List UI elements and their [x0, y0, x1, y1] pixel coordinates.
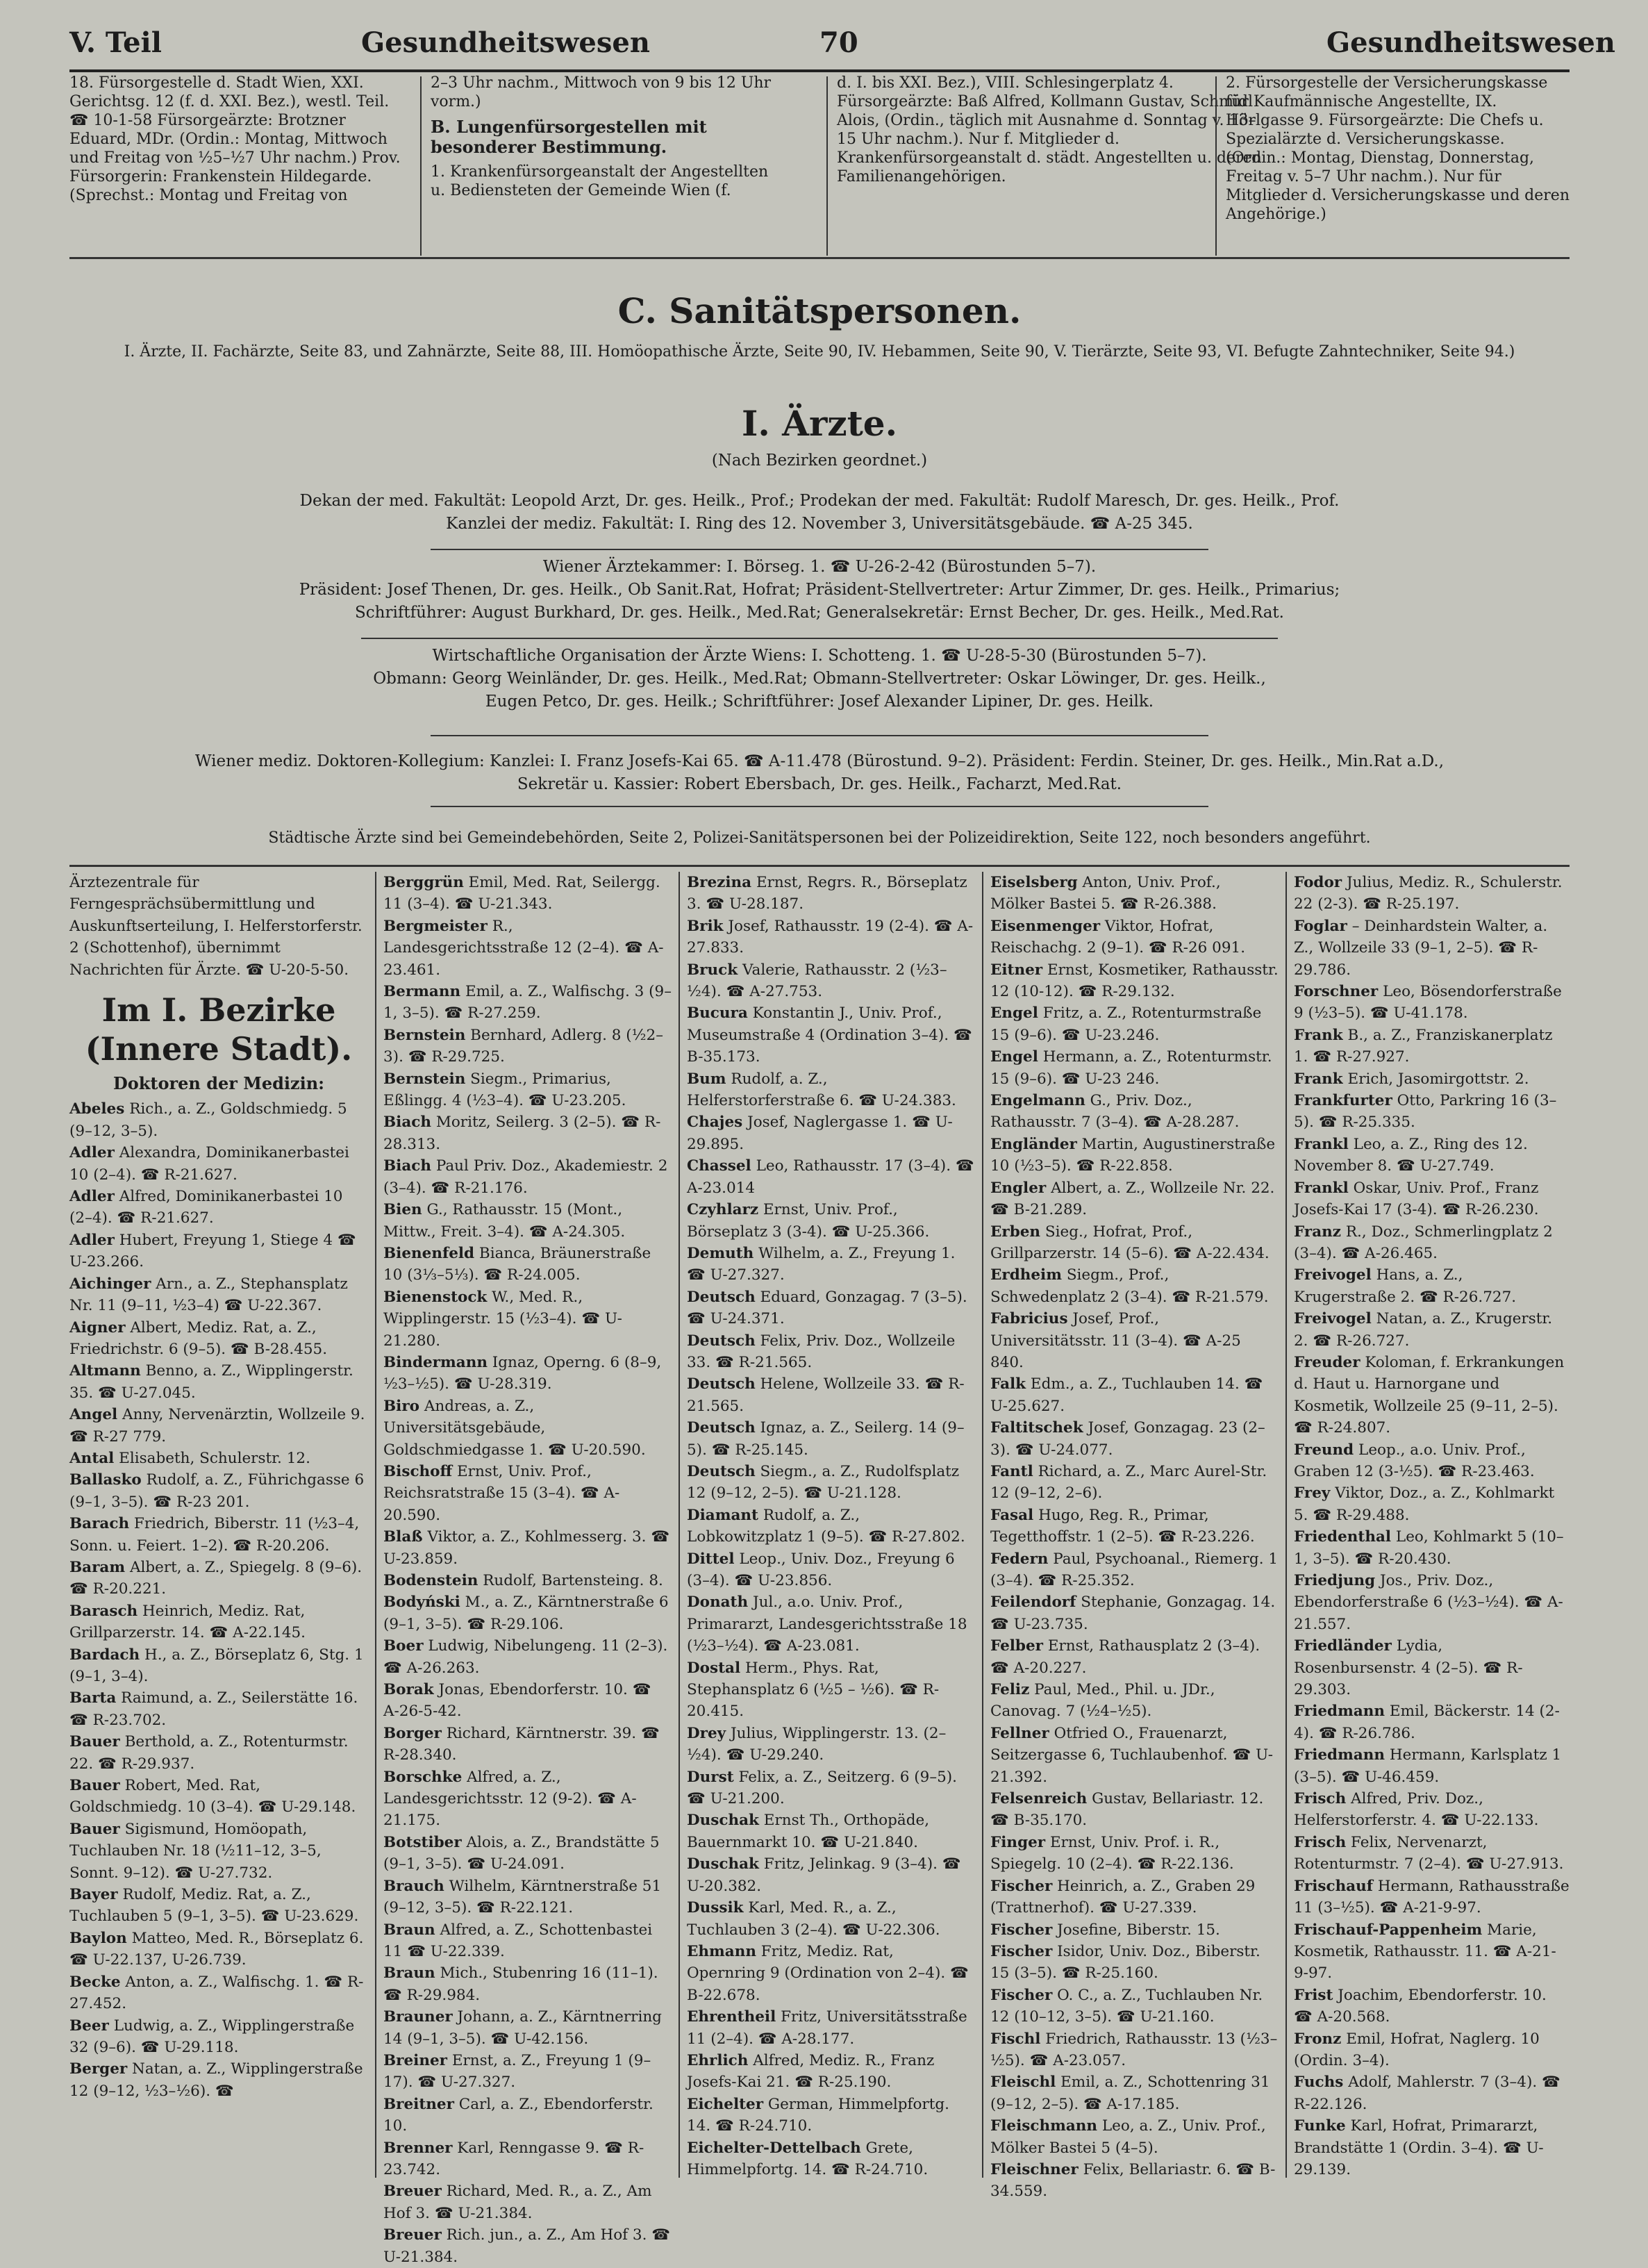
physician-entry: Federn Paul, Psychoanal., Riemerg. 1 (3–4). ☎ R-25.352. [990, 1550, 1279, 1589]
physician-entry: Dussik Karl, Med. R., a. Z., Tuchlauben 3 (2–4). ☎ U-22.306. [687, 1899, 940, 1939]
physician-entry: Friedmann Hermann, Karlsplatz 1 (3–5). ☎ U-46.459. [1294, 1746, 1562, 1786]
physician-entry: Bodyński M., a. Z., Kärntnerstraße 6 (9–1, 3–5). ☎ R-29.106. [383, 1594, 669, 1633]
physician-entry: Freuder Koloman, f. Erkrankungen d. Haut u. Harnorgane und Kosmetik, Wollzeile 25 (9–11, 2–5). ☎ R-24.807. [1294, 1353, 1565, 1437]
divider [1215, 76, 1217, 256]
physician-entry: Eisenmenger Viktor, Hofrat, Reischachg. 2 (9–1). ☎ R-26 091. [990, 917, 1246, 957]
physician-entry: Fischer Heinrich, a. Z., Graben 29 (Trattnerhof). ☎ U-27.339. [990, 1877, 1256, 1917]
physician-entry: Fellner Otfried O., Frauenarzt, Seitzergasse 6, Tuchlaubenhof. ☎ U-21.392. [990, 1724, 1274, 1786]
physician-entry: Duschak Ernst Th., Orthopäde, Bauernmarkt 10. ☎ U-21.840. [687, 1812, 930, 1851]
top-col-1-text: 18. Fürsorgestelle d. Stadt Wien, XXI. Gerichtsg. 12 (f. d. XXI. Bez.), westl. Teil. ☎ 10-1-58 Fürsorgeärzte: Brotzner Eduard, MDr. (Ordin.: Montag, Mittwoch und Freitag von ½5–½7 Uhr nachm.) Prov. Fürsorgerin: Frankenstein Hildegarde. (Sprechst.: Montag und Freitag von [69, 74, 401, 204]
physician-entry: Franz R., Doz., Schmerlingplatz 2 (3–4). ☎ A-26.465. [1294, 1223, 1553, 1262]
org-secretary: Eugen Petco, Dr. ges. Heilk.; Schriftführer: Josef Alexander Lipiner, Dr. ges. Heilk. [485, 693, 1154, 711]
directory-col-1 [69, 872, 368, 2178]
physician-entry: Borak Jonas, Ebendorferstr. 10. ☎ A-26-5-42. [383, 1681, 651, 1721]
top-col-2-heading: B. Lungenfürsorgestellen mit besonderer Bestimmung. [431, 117, 707, 157]
physician-entry: Braun Mich., Stubenring 16 (11–1). ☎ R-29.984. [383, 1964, 658, 2004]
physician-entry: Barta Raimund, a. Z., Seilerstätte 16. ☎ R-23.702. [69, 1689, 358, 1729]
page-header [69, 21, 1615, 69]
physician-entry: Felsenreich Gustav, Bellariastr. 12. ☎ B-35.170. [990, 1790, 1264, 1830]
physician-entry: Brenner Karl, Renngasse 9. ☎ R-23.742. [383, 2139, 644, 2178]
physician-entry: Forschner Leo, Bösendorferstraße 9 (½3–5). ☎ U-41.178. [1294, 983, 1562, 1023]
physician-entry: Finger Ernst, Univ. Prof. i. R., Spiegelg. 10 (2–4). ☎ R-22.136. [990, 1833, 1234, 1873]
physician-entry: Breitner Carl, a. Z., Ebendorferstr. 10. [383, 2095, 654, 2135]
physician-entry: Fleischl Emil, a. Z., Schottenring 31 (9–12, 2–5). ☎ A-17.185. [990, 2074, 1270, 2113]
physician-entry: Barach Friedrich, Biberstr. 11 (½3–4, Sonn. u. Feiert. 1–2). ☎ R-20.206. [69, 1515, 360, 1555]
divider [375, 872, 376, 2178]
divider [431, 735, 1208, 736]
physician-entry: Dostal Herm., Phys. Rat, Stephansplatz 6 (½5 – ½6). ☎ R-20.415. [687, 1659, 940, 1721]
physician-entry: Fleischmann Leo, a. Z., Univ. Prof., Mölker Bastei 5 (4–5). [990, 2117, 1266, 2157]
faculty-office-line: Kanzlei der mediz. Fakultät: I. Ring des 12. November 3, Universitätsgebäude. ☎ A-25 345. [446, 515, 1193, 533]
divider [431, 549, 1208, 550]
physician-entry: Feilendorf Stephanie, Gonzagag. 14. ☎ U-23.735. [990, 1594, 1276, 1633]
header-title-left: Gesundheitswesen [361, 26, 650, 59]
top-continuation [69, 74, 1570, 261]
physician-entry: Fantl Richard, a. Z., Marc Aurel-Str. 12 (9–12, 2–6). [990, 1462, 1267, 1503]
physician-entry: Eitner Ernst, Kosmetiker, Rathausstr. 12 (10-12). ☎ R-29.132. [990, 961, 1279, 1001]
section-rule [69, 257, 1570, 259]
physician-entry: Fischer Josefine, Biberstr. 15. [990, 1921, 1220, 1939]
physician-entry: Brauch Wilhelm, Kärntnerstraße 51 (9–12, 3–5). ☎ R-22.121. [383, 1877, 662, 1917]
directory-col-4 [990, 872, 1279, 2201]
physician-entry: Braun Alfred, a. Z., Schottenbastei 11 ☎ U-22.339. [383, 1921, 653, 1960]
physician-entry: Abeles Rich., a. Z., Goldschmiedg. 5 (9–12, 3–5). [69, 1100, 347, 1140]
physician-entry: Engel Fritz, a. Z., Rotenturmstraße 15 (9–6). ☎ U-23.246. [990, 1004, 1262, 1044]
physician-entry: Breuer Rich. jun., a. Z., Am Hof 3. ☎ U-21.384. [383, 2226, 671, 2266]
physician-entry: Engler Albert, a. Z., Wollzeile Nr. 22. ☎ B-21.289. [990, 1179, 1275, 1219]
divider [679, 872, 680, 2178]
subsection-title: I. Ärzte. [741, 403, 898, 444]
physician-entry: Funke Karl, Hofrat, Primararzt, Brandstätte 1 (Ordin. 3–4). ☎ U-29.139. [1294, 2117, 1544, 2178]
top-col-3 [837, 74, 1274, 256]
physician-entry: Bauer Robert, Med. Rat, Goldschmiedg. 10 (3–4). ☎ U-29.148. [69, 1777, 356, 1816]
physician-entry: Breuer Richard, Med. R., a. Z., Am Hof 3. ☎ U-21.384. [383, 2183, 652, 2222]
top-col-4-text: 2. Fürsorgestelle der Versicherungskasse für Kaufmännische Angestellte, IX. Hörlgasse 9. Fürsorgeärzte: Die Chefs u. Spezialärzte d. Versicherungskasse. (Ordin.: Montag, Dienstag, Donnerstag, Freitag v. 5–7 Uhr nachm.). Nur für Mitglieder d. Versicherungskasse und deren Angehörige.) [1226, 74, 1570, 223]
physician-entry: Frank Erich, Jasomirgottstr. 2. [1294, 1070, 1529, 1088]
physician-entry: Freivogel Hans, a. Z., Krugerstraße 2. ☎ R-26.727. [1294, 1266, 1517, 1306]
top-col-2 [431, 74, 785, 256]
entry-list [383, 872, 672, 2268]
divider [982, 872, 983, 2178]
physician-entry: Baylon Matteo, Med. R., Börseplatz 6. ☎ U-22.137, U-26.739. [69, 1929, 364, 1969]
physician-entry: Breiner Ernst, a. Z., Freyung 1 (9–17). ☎ U-27.327. [383, 2051, 651, 2092]
physician-entry: Frankl Oskar, Univ. Prof., Franz Josefs-Kai 17 (3-4). ☎ R-26.230. [1294, 1179, 1539, 1219]
physician-entry: Frist Joachim, Ebendorferstr. 10. ☎ A-20.568. [1294, 1986, 1547, 2026]
physician-entry: Eichelter German, Himmelpfortg. 14. ☎ R-24.710. [687, 2095, 949, 2135]
physician-entry: Freund Leop., a.o. Univ. Prof., Graben 12 (3-½5). ☎ R-23.463. [1294, 1441, 1535, 1480]
top-col-4 [1226, 74, 1570, 256]
physician-entry: Frischauf-Pappenheim Marie, Kosmetik, Rathausstr. 11. ☎ A-21-9-97. [1294, 1921, 1556, 1983]
physician-entry: Deutsch Siegm., a. Z., Rudolfsplatz 12 (9–12, 2–5). ☎ U-21.128. [687, 1462, 960, 1503]
physician-entry: Frisch Felix, Nervenarzt, Rotenturmstr. 7 (2–4). ☎ U-27.913. [1294, 1833, 1564, 1873]
divider [361, 638, 1278, 639]
physician-entry: Friedjung Jos., Priv. Doz., Ebendorferstraße 6 (½3–½4). ☎ A-21.557. [1294, 1572, 1563, 1633]
physician-entry: Biach Moritz, Seilerg. 3 (2–5). ☎ R-28.313. [383, 1114, 661, 1153]
physician-entry: Erdheim Siegm., Prof., Schwedenplatz 2 (3–4). ☎ R-21.579. [990, 1266, 1269, 1306]
physician-entry: Frank B., a. Z., Franziskanerplatz 1. ☎ R-27.927. [1294, 1026, 1553, 1066]
physician-entry: Bergmeister R., Landesgerichtsstraße 12 (2–4). ☎ A-23.461. [383, 917, 664, 979]
physician-entry: Altmann Benno, a. Z., Wipplingerstr. 35. ☎ U-27.045. [69, 1362, 353, 1402]
physician-entry: Faltitschek Josef, Gonzagag. 23 (2–3). ☎ U-24.077. [990, 1419, 1265, 1459]
org-chairman: Obmann: Georg Weinländer, Dr. ges. Heilk., Med.Rat; Obmann-Stellvertreter: Oskar Löwinger, Dr. ges. Heilk., [373, 670, 1266, 688]
physician-entry: Deutsch Ignaz, a. Z., Seilerg. 14 (9–5). ☎ R-25.145. [687, 1419, 965, 1459]
physician-entry: Fischer O. C., a. Z., Tuchlauben Nr. 12 (10–12, 3–5). ☎ U-21.160. [990, 1986, 1263, 2026]
note-line: Städtische Ärzte sind bei Gemeindebehörden, Seite 2, Polizei-Sanitätspersonen bei der Polizeidirektion, Seite 122, noch besonders angeführt. [268, 829, 1371, 847]
physician-entry: Bermann Emil, a. Z., Walfischg. 3 (9–1, 3–5). ☎ R-27.259. [383, 983, 672, 1023]
physician-entry: Deutsch Eduard, Gonzagag. 7 (3–5). ☎ U-24.371. [687, 1288, 967, 1328]
medical-chamber-block [69, 556, 1570, 624]
physician-entry: Demuth Wilhelm, a. Z., Freyung 1. ☎ U-27.327. [687, 1244, 956, 1284]
faculty-dean-line: Dekan der med. Fakultät: Leopold Arzt, Dr. ges. Heilk., Prof.; Prodekan der med. Fakultät: Rudolf Maresch, Dr. ges. Heilk., Prof. [299, 492, 1340, 510]
physician-entry: Deutsch Felix, Priv. Doz., Wollzeile 33. ☎ R-21.565. [687, 1332, 956, 1371]
physician-entry: Bucura Konstantin J., Univ. Prof., Museumstraße 4 (Ordination 3–4). ☎ B-35.173. [687, 1004, 972, 1066]
faculty-block [69, 490, 1570, 536]
physician-entry: Aigner Albert, Mediz. Rat, a. Z., Friedrichstr. 6 (9–5). ☎ B-28.455. [69, 1318, 328, 1358]
physician-entry: Ehrentheil Fritz, Universitätsstraße 11 (2–4). ☎ A-28.177. [687, 2008, 967, 2048]
physician-entry: Beer Ludwig, a. Z., Wipplingerstraße 32 (9–6). ☎ U-29.118. [69, 2017, 355, 2056]
physician-entry: Bardach H., a. Z., Börseplatz 6, Stg. 1 (9–1, 3–4). [69, 1646, 364, 1685]
physician-entry: Boer Ludwig, Nibelungeng. 11 (2–3). ☎ A-26.263. [383, 1637, 668, 1677]
physician-entry: Borschke Alfred, a. Z., Landesgerichtsstr. 12 (9-2). ☎ A-21.175. [383, 1768, 637, 1830]
chamber-secretary: Schriftführer: August Burkhard, Dr. ges. Heilk., Med.Rat; Generalsekretär: Ernst Becher, Dr. ges. Heilk., Med.Rat. [355, 604, 1284, 622]
physician-entry: Erben Sieg., Hofrat, Prof., Grillparzerstr. 14 (5–6). ☎ A-22.434. [990, 1223, 1270, 1262]
college-secretary: Sekretär u. Kassier: Robert Ebersbach, Dr. ges. Heilk., Facharzt, Med.Rat. [517, 775, 1122, 793]
physician-entry: Biro Andreas, a. Z., Universitätsgebäude, Goldschmiedgasse 1. ☎ U-20.590. [383, 1397, 646, 1459]
physician-entry: Falk Edm., a. Z., Tuchlauben 14. ☎ U-25.627. [990, 1375, 1263, 1415]
economic-org-block [69, 645, 1570, 713]
page-number: 70 [819, 26, 858, 59]
physician-entry: Ballasko Rudolf, a. Z., Führichgasse 6 (9–1, 3–5). ☎ R-23 201. [69, 1471, 365, 1511]
subsection-subtitle: (Nach Bezirken geordnet.) [711, 452, 928, 470]
physician-directory [69, 872, 1570, 2266]
divider [826, 76, 828, 256]
chamber-address: Wiener Ärztekammer: I. Börseg. 1. ☎ U-26-2-42 (Bürostunden 5–7). [542, 558, 1097, 576]
physician-entry: Engelmann G., Priv. Doz., Rathausstr. 7 (3–4). ☎ A-28.287. [990, 1092, 1240, 1132]
physician-entry: Fischl Friedrich, Rathausstr. 13 (½3–½5). ☎ A-23.057. [990, 2030, 1278, 2069]
physician-entry: Brik Josef, Rathausstr. 19 (2-4). ☎ A-27.833. [687, 917, 974, 957]
header-title-right: Gesundheitswesen [1326, 26, 1615, 59]
physician-entry: Bien G., Rathausstr. 15 (Mont., Mittw., Freit. 3–4). ☎ A-24.305. [383, 1201, 626, 1241]
physician-entry: Adler Hubert, Freyung 1, Stiege 4 ☎ U-23.266. [69, 1231, 356, 1271]
physician-entry: Czyhlarz Ernst, Univ. Prof., Börseplatz 3 (3-4). ☎ U-25.366. [687, 1201, 930, 1241]
physician-entry: Friedmann Emil, Bäckerstr. 14 (2-4). ☎ R-26.786. [1294, 1703, 1560, 1742]
physician-entry: Aichinger Arn., a. Z., Stephansplatz Nr. 11 (9–11, ½3–4) ☎ U-22.367. [69, 1275, 348, 1315]
physician-entry: Engel Hermann, a. Z., Rotenturmstr. 15 (9–6). ☎ U-23 246. [990, 1048, 1272, 1088]
directory-col-3 [687, 872, 975, 2178]
top-col-3-text: d. I. bis XXI. Bez.), VIII. Schlesingerplatz 4. Fürsorgeärzte: Baß Alfred, Kollmann Gustav, Schmidl Alois, (Ordin., täglich mit Ausnahme d. Sonntag v. 13–15 Uhr nachm.). Nur f. Mitglieder d. Krankenfürsorgeanstalt d. städt. Angestellten u. deren Familienangehörigen. [837, 74, 1262, 185]
part-label: V. Teil [69, 26, 162, 59]
switchboard-entry: Ärztezentrale für Ferngesprächsübermittlung und Auskunftserteilung, I. Helferstorferstr. 2 (Schottenhof), übernimmt Nachrichten für Ärzte. ☎ U-20-5-50. [69, 874, 363, 979]
physician-entry: Donath Jul., a.o. Univ. Prof., Primararzt, Landesgerichtsstraße 18 (½3–½4). ☎ A-23.081. [687, 1594, 967, 1655]
physician-entry: Chajes Josef, Naglergasse 1. ☎ U-29.895. [687, 1114, 953, 1153]
physician-entry: Bischoff Ernst, Univ. Prof., Reichsratstraße 15 (3–4). ☎ A-20.590. [383, 1462, 620, 1524]
physician-entry: Diamant Rudolf, a. Z., Lobkowitzplatz 1 (9–5). ☎ R-27.802. [687, 1506, 965, 1546]
physician-entry: Borger Richard, Kärntnerstr. 39. ☎ R-28.340. [383, 1724, 660, 1764]
physician-entry: Bum Rudolf, a. Z., Helferstorferstraße 6. ☎ U-24.383. [687, 1070, 956, 1110]
entry-list [69, 1098, 368, 2102]
physician-entry: Brezina Ernst, Regrs. R., Börseplatz 3. ☎ U-28.187. [687, 874, 967, 913]
physician-entry: Bienenstock W., Med. R., Wipplingerstr. 15 (½3–4). ☎ U-21.280. [383, 1288, 622, 1350]
physician-entry: Friedenthal Leo, Kohlmarkt 5 (10–1, 3–5). ☎ R-20.430. [1294, 1528, 1564, 1568]
physician-entry: Fabricius Josef, Prof., Universitätsstr. 11 (3–4). ☎ A-25 840. [990, 1310, 1241, 1371]
physician-entry: Botstiber Alois, a. Z., Brandstätte 5 (9–1, 3–5). ☎ U-24.091. [383, 1833, 660, 1873]
physician-entry: Eichelter-Dettelbach Grete, Himmelpfortg. 14. ☎ R-24.710. [687, 2139, 929, 2178]
physician-entry: Berger Natan, a. Z., Wipplingerstraße 12 (9–12, ½3–½6). ☎ [69, 2060, 363, 2100]
entry-list [1294, 872, 1570, 2180]
physician-entry: Chassel Leo, Rathausstr. 17 (3–4). ☎ A-23.014 [687, 1157, 974, 1197]
physician-entry: Frey Viktor, Doz., a. Z., Kohlmarkt 5. ☎ R-29.488. [1294, 1484, 1555, 1524]
physician-entry: Bodenstein Rudolf, Bartensteing. 8. [383, 1572, 663, 1589]
physician-entry: Ehrlich Alfred, Mediz. R., Franz Josefs-Kai 21. ☎ R-25.190. [687, 2051, 935, 2092]
section-subtitle: I. Ärzte, II. Fachärzte, Seite 83, und Zahnärzte, Seite 88, III. Homöopathische Ärzte, Seite 90, IV. Hebammen, Seite 90, V. Tierärzte, Seite 93, VI. Befugte Zahntechniker, Seite 94.) [124, 343, 1515, 361]
physician-entry: Deutsch Helene, Wollzeile 33. ☎ R-21.565. [687, 1375, 965, 1415]
divider [69, 865, 1570, 867]
entry-list [990, 872, 1279, 2203]
doctors-college-block [69, 750, 1570, 796]
physician-entry: Eiselsberg Anton, Univ. Prof., Mölker Bastei 5. ☎ R-26.388. [990, 874, 1221, 913]
physician-entry: Bindermann Ignaz, Operng. 6 (8–9, ½3–½5). ☎ U-28.319. [383, 1353, 662, 1393]
physician-entry: Engländer Martin, Augustinerstraße 10 (½3–5). ☎ R-22.858. [990, 1135, 1276, 1175]
doctors-heading: Doktoren der Medizin: [113, 1073, 325, 1094]
physician-entry: Foglar – Deinhardstein Walter, a. Z., Wollzeile 33 (9–1, 2–5). ☎ R-29.786. [1294, 917, 1548, 979]
entry-list [687, 872, 975, 2180]
physician-entry: Berggrün Emil, Med. Rat, Seilergg. 11 (3–4). ☎ U-21.343. [383, 874, 660, 913]
divider [431, 806, 1208, 807]
org-address: Wirtschaftliche Organisation der Ärzte Wiens: I. Schotteng. 1. ☎ U-28-5-30 (Bürostunden 5–7). [432, 647, 1207, 665]
physician-entry: Bernstein Bernhard, Adlerg. 8 (½2–3). ☎ R-29.725. [383, 1026, 663, 1066]
physician-entry: Frankl Leo, a. Z., Ring des 12. November 8. ☎ U-27.749. [1294, 1135, 1528, 1175]
physician-entry: Durst Felix, a. Z., Seitzerg. 6 (9–5). ☎ U-21.200. [687, 1768, 957, 1808]
physician-entry: Adler Alfred, Dominikanerbastei 10 (2–4). ☎ R-21.627. [69, 1188, 343, 1227]
physician-entry: Felber Ernst, Rathausplatz 2 (3–4). ☎ A-20.227. [990, 1637, 1260, 1677]
top-col-2-text-b: 1. Krankenfürsorgeanstalt der Angestellten u. Bediensteten der Gemeinde Wien (f. [431, 163, 769, 199]
physician-entry: Drey Julius, Wipplingerstr. 13. (2–½4). ☎ U-29.240. [687, 1724, 947, 1764]
physician-entry: Barasch Heinrich, Mediz. Rat, Grillparzerstr. 14. ☎ A-22.145. [69, 1602, 306, 1642]
physician-entry: Bauer Sigismund, Homöopath, Tuchlauben Nr. 18 (½11–12, 3–5, Sonnt. 9–12). ☎ U-27.732. [69, 1820, 322, 1882]
physician-entry: Antal Elisabeth, Schulerstr. 12. [69, 1449, 310, 1467]
physician-entry: Baram Albert, a. Z., Spiegelg. 8 (9–6). ☎ R-20.221. [69, 1558, 363, 1598]
physician-entry: Freivogel Natan, a. Z., Krugerstr. 2. ☎ R-26.727. [1294, 1310, 1553, 1350]
physician-entry: Frischauf Hermann, Rathausstraße 11 (3–½5). ☎ A-21-9-97. [1294, 1877, 1570, 1917]
physician-entry: Blaß Viktor, a. Z., Kohlmesserg. 3. ☎ U-23.859. [383, 1528, 670, 1568]
physician-entry: Bruck Valerie, Rathausstr. 2 (½3–½4). ☎ A-27.753. [687, 961, 947, 1001]
top-col-1 [69, 74, 410, 256]
physician-entry: Feliz Paul, Med., Phil. u. JDr., Canovag. 7 (½4–½5). [990, 1681, 1215, 1721]
physician-entry: Becke Anton, a. Z., Walfischg. 1. ☎ R-27.452. [69, 1973, 364, 2013]
directory-col-2 [383, 872, 672, 2266]
physician-entry: Bienenfeld Bianca, Bräunerstraße 10 (3⅓–5⅓). ☎ R-24.005. [383, 1244, 651, 1284]
physician-entry: Frankfurter Otto, Parkring 16 (3–5). ☎ R-25.335. [1294, 1092, 1557, 1132]
physician-entry: Fodor Julius, Mediz. R., Schulerstr. 22 (2-3). ☎ R-25.197. [1294, 874, 1563, 913]
physician-entry: Friedländer Lydia, Rosenbursenstr. 4 (2–5). ☎ R-29.303. [1294, 1637, 1523, 1699]
directory-col-5 [1294, 872, 1570, 2178]
section-title: C. Sanitätspersonen. [617, 290, 1022, 331]
physician-entry: Bayer Rudolf, Mediz. Rat, a. Z., Tuchlauben 5 (9–1, 3–5). ☎ U-23.629. [69, 1886, 359, 1926]
college-address: Wiener mediz. Doktoren-Kollegium: Kanzlei: I. Franz Josefs-Kai 65. ☎ A-11.478 (Bürostund. 9–2). Präsident: Ferdin. Steiner, Dr. ges. Heilk., Min.Rat a.D., [194, 752, 1445, 770]
physician-entry: Brauner Johann, a. Z., Kärntnerring 14 (9–1, 3–5). ☎ U-42.156. [383, 2008, 662, 2048]
physician-entry: Adler Alexandra, Dominikanerbastei 10 (2–4). ☎ R-21.627. [69, 1144, 349, 1184]
physician-entry: Angel Anny, Nervenärztin, Wollzeile 9. ☎ R-27 779. [69, 1406, 365, 1446]
district-heading: Im I. Bezirke (Innere Stadt). [85, 991, 353, 1068]
physician-entry: Biach Paul Priv. Doz., Akademiestr. 2 (3–4). ☎ R-21.176. [383, 1157, 668, 1197]
physician-entry: Bauer Berthold, a. Z., Rotenturmstr. 22. ☎ R-29.937. [69, 1733, 349, 1773]
divider [1285, 872, 1287, 2178]
physician-entry: Fischer Isidor, Univ. Doz., Biberstr. 15 (3–5). ☎ R-25.160. [990, 1942, 1260, 1983]
header-rule [69, 69, 1570, 72]
physician-entry: Dittel Leop., Univ. Doz., Freyung 6 (3–4). ☎ U-23.856. [687, 1550, 955, 1589]
physician-entry: Fuchs Adolf, Mahlerstr. 7 (3–4). ☎ R-22.126. [1294, 2074, 1560, 2113]
physician-entry: Frisch Alfred, Priv. Doz., Helferstorferstr. 4. ☎ U-22.133. [1294, 1790, 1539, 1830]
physician-entry: Bernstein Siegm., Primarius, Eßlingg. 4 (½3–4). ☎ U-23.205. [383, 1070, 626, 1110]
physician-entry: Fasal Hugo, Reg. R., Primar, Tegetthoffstr. 1 (2–5). ☎ R-23.226. [990, 1506, 1255, 1546]
physician-entry: Fleischner Felix, Bellariastr. 6. ☎ B-34.559. [990, 2160, 1276, 2201]
physician-entry: Ehmann Fritz, Mediz. Rat, Opernring 9 (Ordination von 2–4). ☎ B-22.678. [687, 1942, 969, 2004]
divider [420, 76, 422, 256]
physician-entry: Fronz Emil, Hofrat, Naglerg. 10 (Ordin. 3–4). [1294, 2030, 1540, 2069]
top-col-2-text: 2–3 Uhr nachm., Mittwoch von 9 bis 12 Uhr vorm.) [431, 74, 772, 110]
chamber-president: Präsident: Josef Thenen, Dr. ges. Heilk., Ob Sanit.Rat, Hofrat; Präsident-Stellvertreter: Artur Zimmer, Dr. ges. Heilk., Primarius; [299, 581, 1340, 599]
physician-entry: Duschak Fritz, Jelinkag. 9 (3–4). ☎ U-20.382. [687, 1855, 961, 1895]
